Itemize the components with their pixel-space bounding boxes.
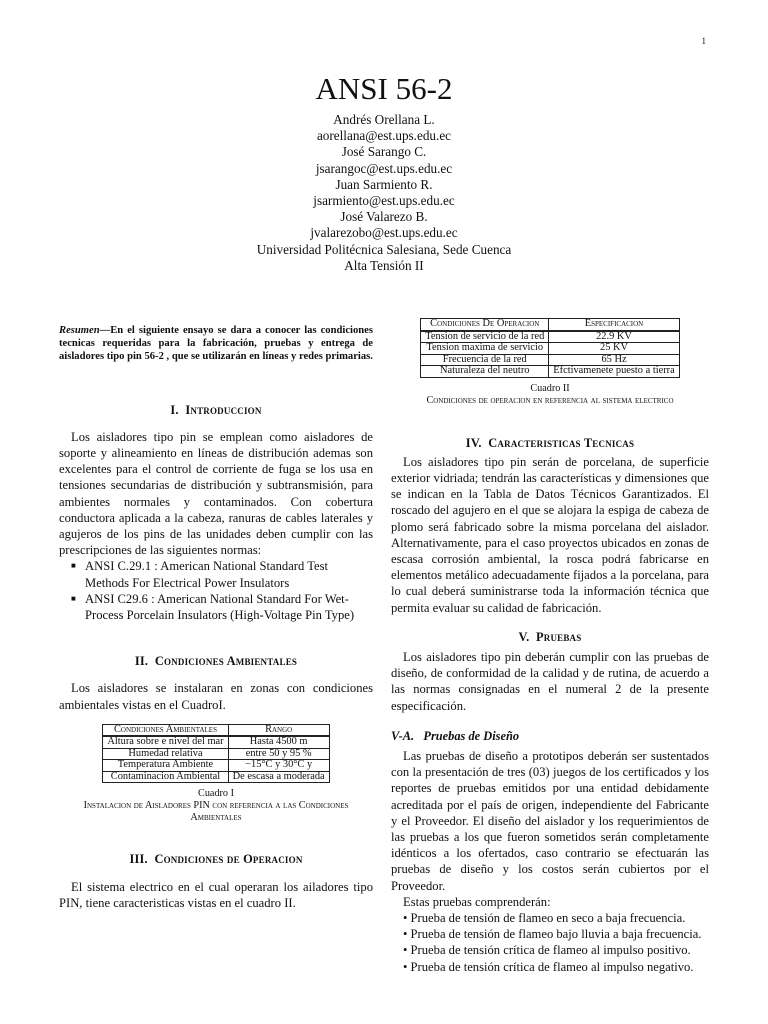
table-cell: Tension maxima de servicio [421,343,549,355]
subsection-heading-diseno [391,728,709,744]
table-cell: 65 Hz [549,354,679,366]
table-cell: De escasa a moderada [228,771,329,783]
section-title: Pruebas [535,629,582,644]
author-line: jsarmiento@est.ups.edu.ec [313,193,455,209]
paper-header [0,70,768,274]
author-line: Andrés Orellana L. [333,112,435,127]
affiliation-line: Alta Tensión II [344,257,424,273]
table-cell: Contaminacion Ambiental [103,771,228,783]
subsection-number: V-A. [391,728,415,743]
left-column [59,318,373,911]
author-line: José Sarango C. [341,144,427,160]
section-number: I. [170,402,179,417]
table-row [103,748,329,760]
table-caption-title: Condiciones de operacion en referencia al sistema electrico [426,394,674,406]
table-row [103,760,329,772]
table-row [421,366,679,378]
pruebas-paragraph: Los aisladores tipo pin deberán cumplir con las pruebas de diseño, de conformidad de la calidad y de rutina, de acuerdo a las normas consignadas en el numeral 2 de la presente especificación. [391,649,709,713]
table-cell: Tension de servicio de la red [421,331,549,343]
section-heading-introduccion [59,402,373,418]
section-heading-ambientales [59,653,373,669]
table-cell: Temperatura Ambiente [103,760,228,772]
table-cell: Frecuencia de la red [421,354,549,366]
section-title: Introduccion [185,402,262,417]
table-header: Condiciones De Operacion [421,319,549,331]
table-condiciones-ambientales [102,724,329,784]
subsection-title: Pruebas de Diseño [423,728,520,743]
table-cell: Naturaleza del neutro [421,366,549,378]
test-item: • Prueba de tensión crítica de flameo al impulso positivo. [403,943,691,958]
author-block [0,112,768,274]
section-heading-caracteristicas [391,435,709,451]
section-number: II. [134,654,149,669]
paper-title: ANSI 56-2 [315,71,453,106]
diseno-paragraph: Las pruebas de diseño a prototipos deberán ser sustentados con la presentación de tres (03) juegos de los certificados y los reportes de pruebas emitidos por una entidad debidamente acreditada por el país de origen, independiente del Fabricante y el Proveedor. El diseño del aislador y los requerimientos de las pruebas a los que fueron sometidos serán completamente idénticos a los ofertados, caso contrario se efectuarán las pruebas de diseño y los costos serán cubiertos por el Proveedor. [391,748,709,893]
caracteristicas-paragraph: Los aisladores tipo pin serán de porcelana, de superficie exterior vidriada; tendrán las características y dimensiones que se indican en la Tabla de Datos Técnicos Garantizados. El roscado del agujero en el que se alojara la espiga de cabeza de plomo será fabricado sobre la misma porcelana del aislador. Alternativamente, para el caso proyectos ubicados en zonas de escasa corrosión ambiental, la rosca podrá fabricarse en elementos metálico adecuadamente fijados a la porcelana, para lo cual deberá suministrarse toda la información técnica que permita evaluar su calidad de fabricación. [391,454,709,615]
section-title: Caracteristicas Tecnicas [488,435,635,450]
table-caption-label: Cuadro II [530,382,570,394]
table-row [421,331,679,343]
table-cell: Humedad relativa [103,748,228,760]
table-caption-label: Cuadro I [198,788,234,800]
table-header: Rango [228,724,329,736]
norm-item: ■ ANSI C.29.1 : American National Standard Test Methods For Electrical Power Insulators [85,558,373,590]
section-number: IV. [465,435,482,450]
table-row [103,736,329,748]
table-cell: −15°C y 30°C y [228,760,329,772]
table-cell: 22.9 KV [549,331,679,343]
operacion-paragraph: El sistema electrico en el cual operaran los ailadores tipo PIN, tiene caracteristicas vistas en el cuadro II. [59,879,373,910]
abstract-text: —En el siguiente ensayo se dara a conocer las condiciones tecnicas requeridas para la fabricación, pruebas y entrega de aisladores tipo pin 56-2 , que se utilizarán en líneas y redes primarias. [59,325,373,363]
section-number: V. [518,629,530,644]
ambientales-paragraph: Los aisladores se instalaran en zonas con condiciones ambientales vistas en el CuadroI. [59,681,373,712]
test-item: • Prueba de tensión de flameo bajo lluvia a baja frecuencia. [403,927,702,942]
section-number: III. [129,852,148,867]
author-line: jsarangoc@est.ups.edu.ec [315,160,453,176]
author-line: jvalarezobo@est.ups.edu.ec [310,225,458,241]
page-number: 1 [701,36,706,46]
table-row [103,771,329,783]
abstract [59,324,373,364]
norm-item: ■ ANSI C29.6 : American National Standard For Wet-Process Porcelain Insulators (High-Voltage Pin Type) [85,591,373,623]
section-title: Condiciones Ambientales [154,654,298,669]
table-cell: Altura sobre e nivel del mar [103,736,228,748]
table-row [421,354,679,366]
abstract-lead: Resumen [59,325,100,336]
table-cell: 25 KV [549,343,679,355]
table-cell: Efctivamenete puesto a tierra [549,366,679,378]
test-item: • Prueba de tensión de flameo en seco a baja frecuencia. [403,910,686,925]
norm-list [59,558,373,623]
section-title: Condiciones de Operacion [154,852,303,867]
table-condiciones-operacion [420,318,679,378]
right-column [391,318,709,975]
section-heading-pruebas [391,629,709,645]
diseno-intro: Estas pruebas comprenderán: [403,894,551,909]
table-header: Condiciones Ambientales [103,724,228,736]
table-cell: entre 50 y 95 % [228,748,329,760]
table-cell: Hasta 4500 m [228,736,329,748]
author-line: José Valarezo B. [340,209,428,225]
table-header: Especificacion [549,319,679,331]
table-caption-title: Instalacion de Aisladores PIN con referencia a las Condiciones Ambientales [83,800,349,824]
author-line: aorellana@est.ups.edu.ec [316,128,452,144]
affiliation-line: Universidad Politécnica Salesiana, Sede Cuenca [256,241,512,257]
author-line: Juan Sarmiento R. [335,176,433,192]
test-item: • Prueba de tensión crítica de flameo al impulso negativo. [403,959,694,974]
intro-paragraph: Los aisladores tipo pin se emplean como aisladores de soporte y alineamiento en líneas de distribución ademas son excelentes para el control de corriente de fuga se los usa en tensiones secundarias de distribución y subtransmisión, para ambientes normales y contaminados. Con cobertura conductora aplicada a la cabeza, ranuras de cables laterales y agujeros de los pins de las unidades deben cumplir con las prescripciones de las siguientes normas: [59,429,373,558]
table-row [421,343,679,355]
section-heading-operacion [59,851,373,867]
